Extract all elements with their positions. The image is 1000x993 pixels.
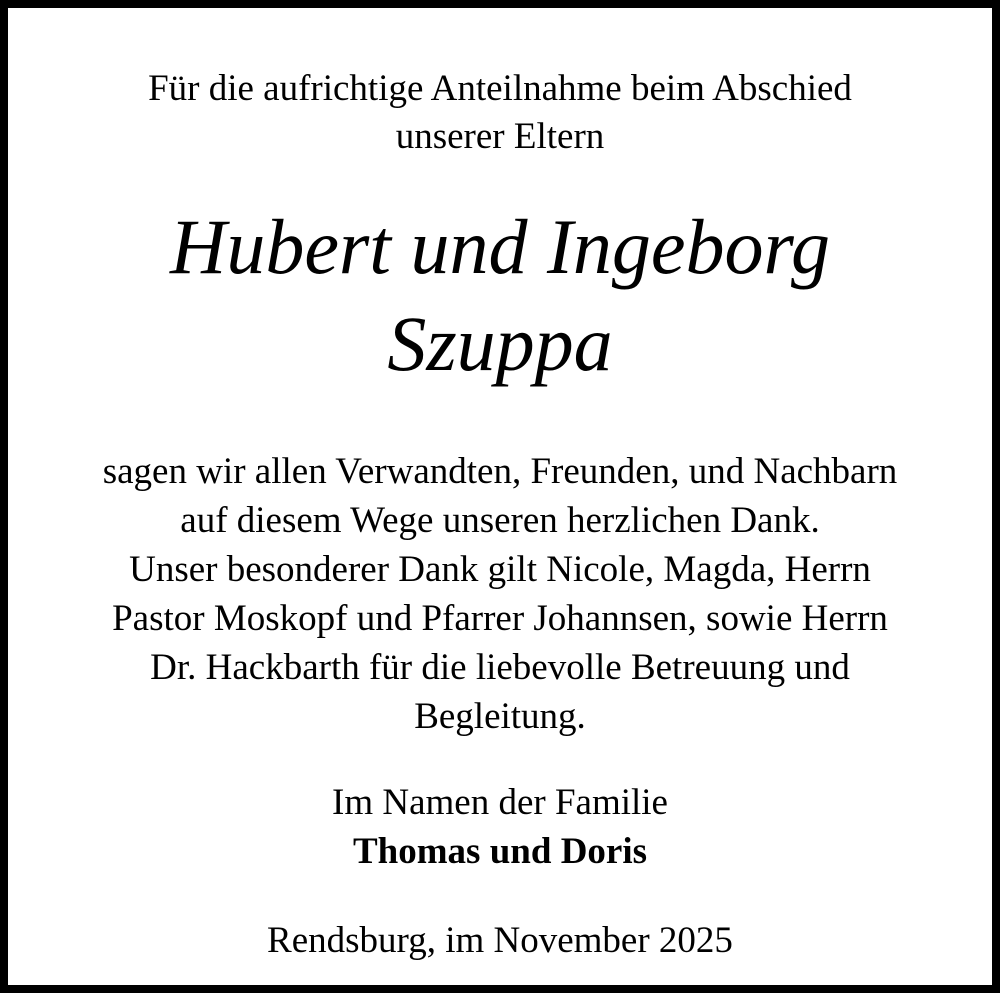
thanks-line-4: Pastor Moskopf und Pfarrer Johannsen, sowie Herrn (112, 598, 888, 639)
deceased-surname: Szuppa (387, 300, 613, 387)
place-date: Rendsburg, im November 2025 (267, 920, 733, 961)
closing-line: Im Namen der Familie (332, 782, 668, 823)
thanks-line-3: Unser besonderer Dank gilt Nicole, Magda, Herrn (129, 549, 871, 590)
thanks-line-6: Begleitung. (414, 696, 586, 737)
deceased-names: Hubert und Ingeborg (169, 203, 831, 290)
thanks-line-2: auf diesem Wege unseren herzlichen Dank. (180, 500, 820, 541)
intro-line-1: Für die aufrichtige Anteilnahme beim Abschied (148, 68, 852, 109)
thanks-line-5: Dr. Hackbarth für die liebevolle Betreuung und (150, 647, 850, 688)
intro-line-2: unserer Eltern (395, 116, 605, 157)
signatories: Thomas und Doris (352, 831, 648, 872)
thanks-line-1: sagen wir allen Verwandten, Freunden, und Nachbarn (102, 451, 898, 492)
